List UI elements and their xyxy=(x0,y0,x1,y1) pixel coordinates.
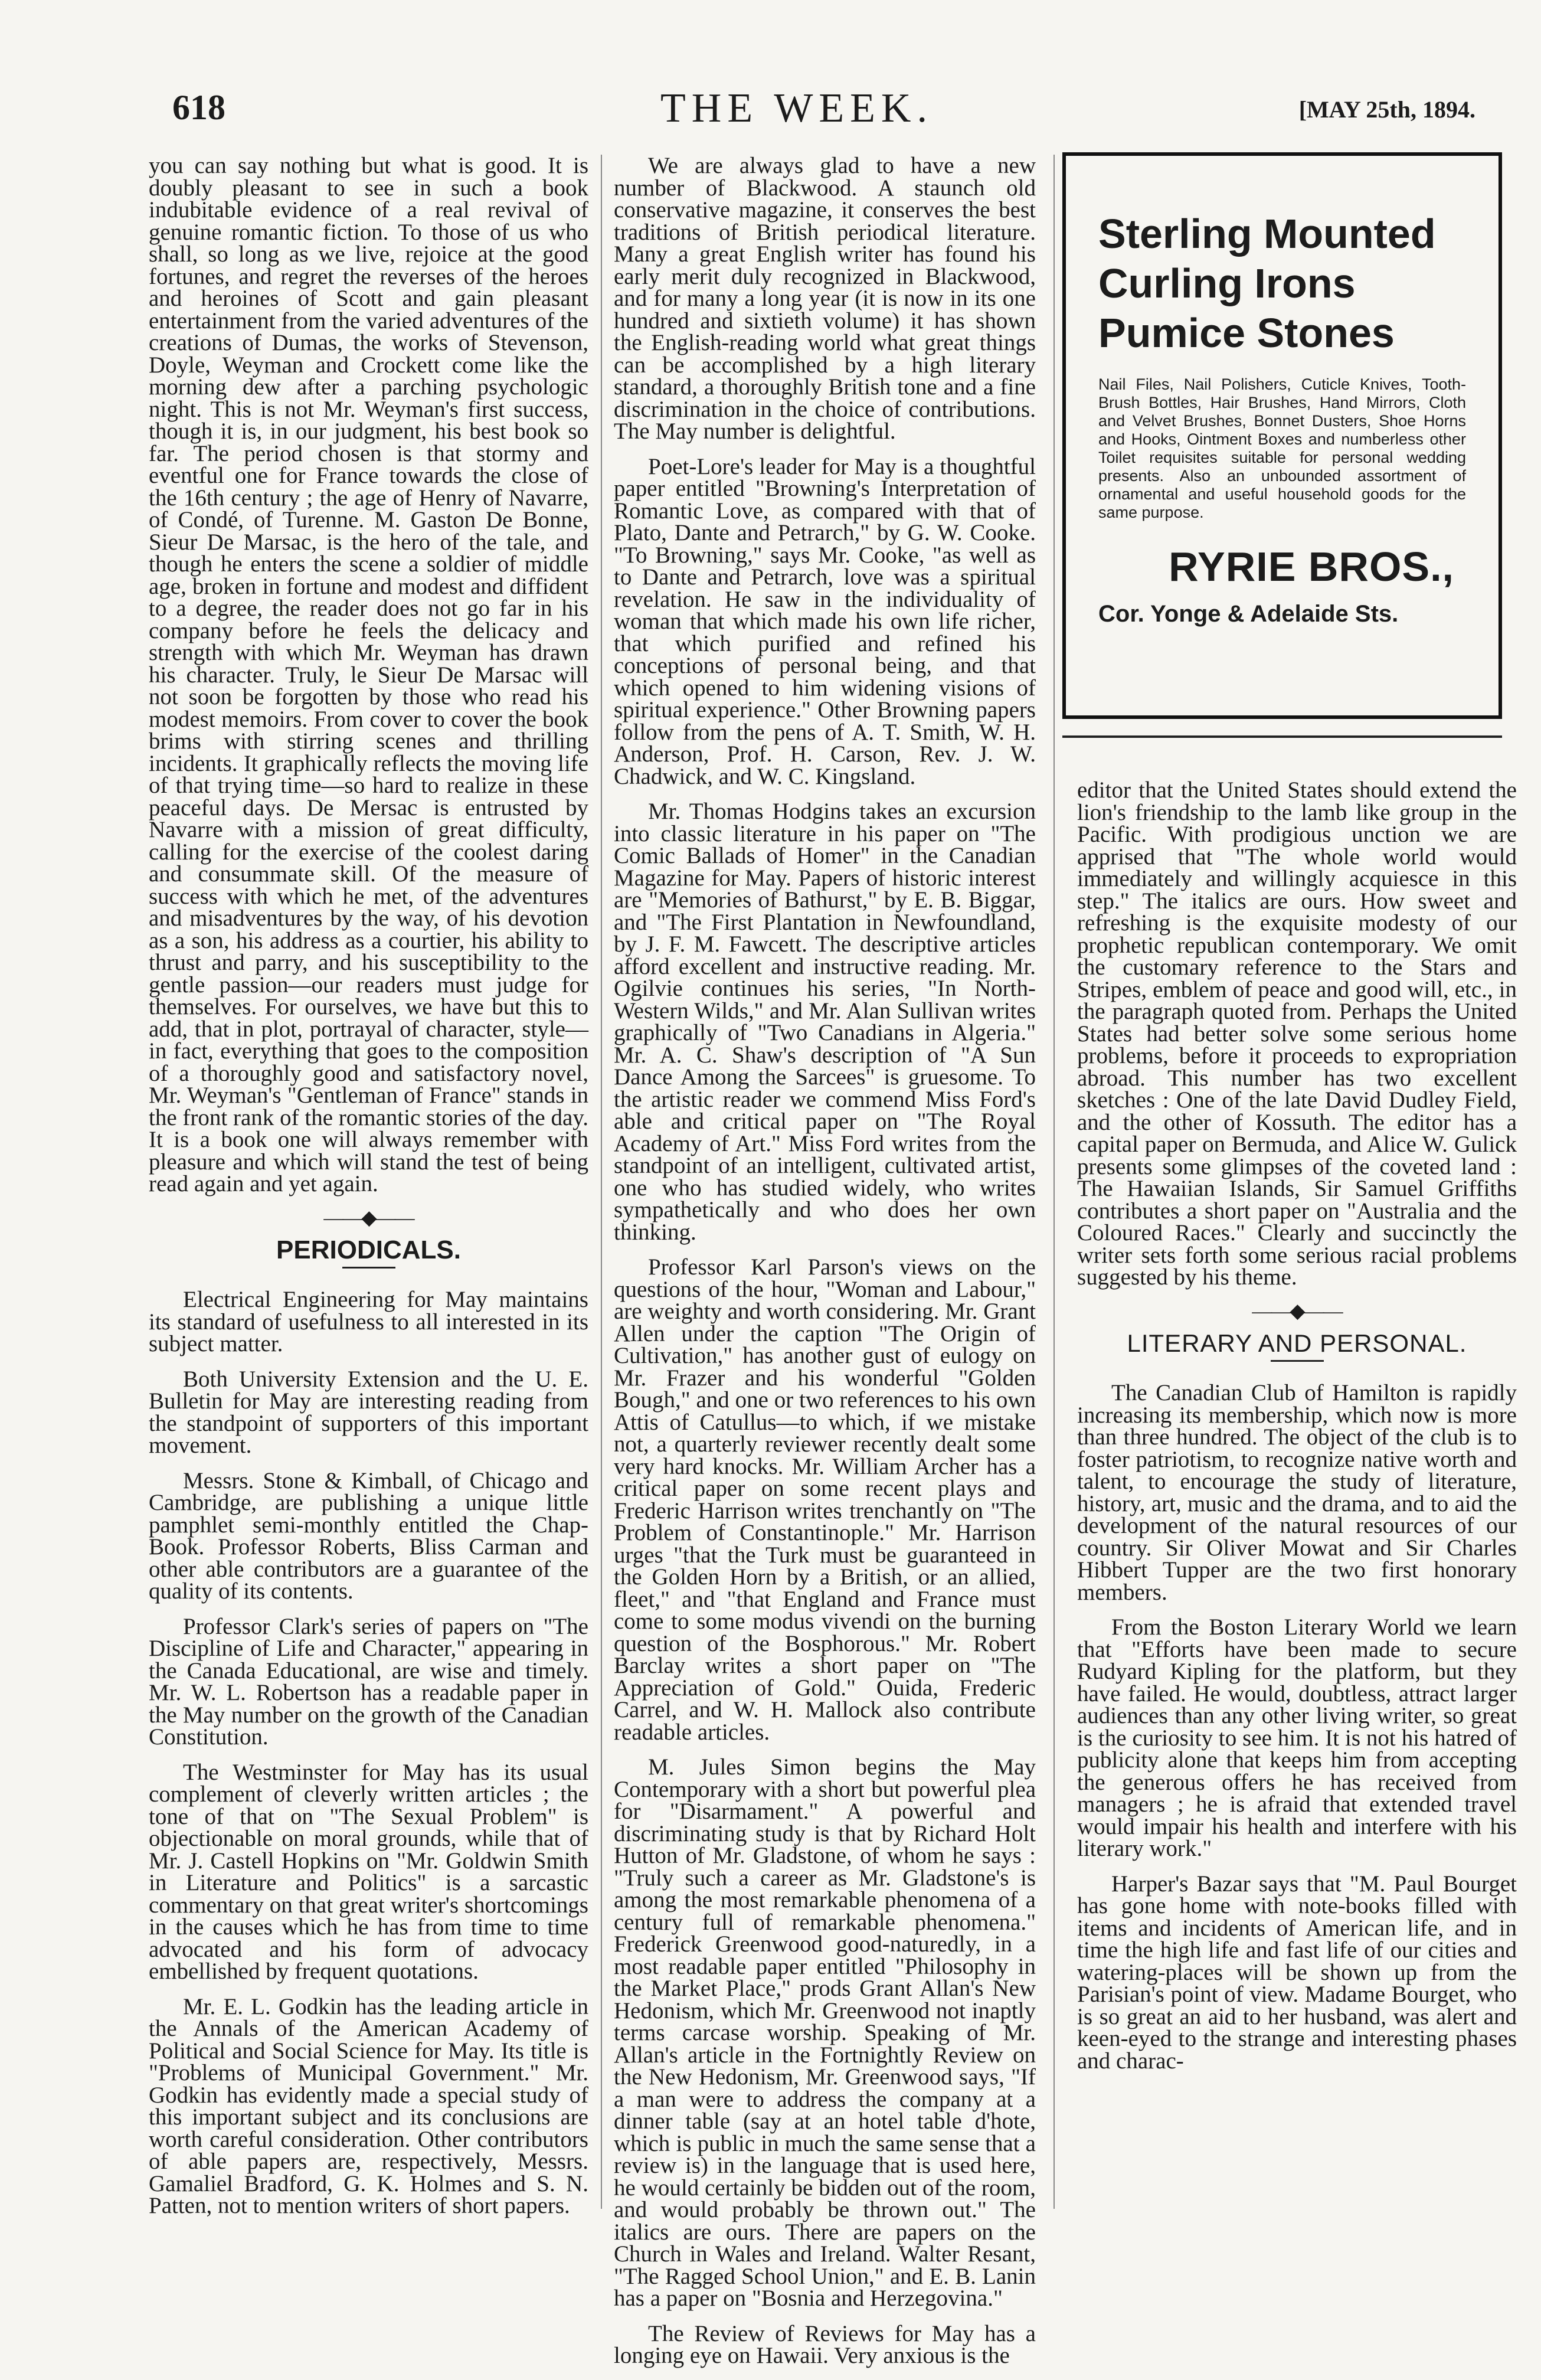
ad-headline: Pumice Stones xyxy=(1098,310,1395,356)
ad-headline: Curling Irons xyxy=(1098,260,1356,306)
page-number: 618 xyxy=(172,88,225,127)
ad-bottom-rule xyxy=(1062,735,1502,738)
article-paragraph: you can say nothing but what is good. It is doubly pleasant to see in such a book indubitable evidence of a real revival of genuine romantic fiction. To those of us who shall, so long as we live, rejoice at the good fortunes, and regret the reverses of the heroes and heroines of Scott and gain pleasant entertainment from the varied adventures of the creations of Dumas, the works of Stevenson, Doyle, Weyman and Crockett come like the morning dew after a parching psychologic night. This is not Mr. Weyman's first success, though it is, in our judgment, his best book so far. The period chosen is that stormy and eventful one for France towards the close of the 16th century ; the age of Henry of Navarre, of Condé, of Turenne. M. Gaston De Bonne, Sieur De Marsac, is the hero of the tale, and though he enters the scene a soldier of middle age, broken in fortune and modest and diffident to a degree, the reader does not go far in his company before he feels the delicacy and strength with which Mr. Weyman has drawn his character. Truly, le Sieur De Marsac will not soon be forgotten by those who read his modest memoirs. From cover to cover the book brims with stirring scenes and thrilling incidents. It graphically reflects the moving life of that trying time—so hard to realize in these peaceful days. De Mersac is entrusted by Navarre with a mission of great difficulty, calling for the exercise of the coolest daring and consummate skill. Of the measure of success with which he met, of the adventures and misadventures by the way, of his devotion as a son, his address as a courtier, his ability to thrust and parry, and his susceptibility to the gentle passion—our readers must judge for themselves. For ourselves, we have but this to add, that in plot, portrayal of character, style—in fact, everything that goes to the composition of a thoroughly good and satisfactory novel, Mr. Weyman's "Gentleman of France" stands in the front rank of the romantic stories of the day. It is a book one will always remember with pleasure and which will stand the test of being read again and yet again. xyxy=(149,153,588,1196)
section-title-periodicals: PERIODICALS. xyxy=(276,1235,461,1264)
ad-firm-name: RYRIE BROS., xyxy=(1169,544,1454,590)
article-paragraph: Mr. E. L. Godkin has the leading article in the Annals of the American Academy of Political and Social Science for May. Its title is "Problems of Municipal Government." Mr. Godkin has evidently made a special study of this important subject and its conclusions are worth careful consideration. Other contributors of able papers are, respectively, Messrs. Gamaliel Bradford, G. K. Holmes and S. N. Patten, not to mention writers of short papers. xyxy=(149,1993,588,2218)
ad-body-text: Nail Files, Nail Polishers, Cuticle Knives, Tooth-Brush Bottles, Hair Brushes, Hand Mirrors, Cloth and Velvet Brushes, Bonnet Dusters, Shoe Horns and Hooks, Ointment Boxes and numberless other Toilet requisites suitable for personal wedding presents. Also an unbounded assortment of ornamental and useful household goods for the same purpose. xyxy=(1098,375,1466,521)
issue-date: [MAY 25th, 1894. xyxy=(1298,96,1475,123)
column-middle xyxy=(614,155,1036,2380)
ornamental-rule: ——◆—— xyxy=(323,1207,414,1229)
ornamental-rule: ——◆—— xyxy=(1252,1300,1342,1322)
article-paragraph: M. Jules Simon begins the May Contemporary with a short but powerful plea for "Disarmament." A powerful and discriminating study is that by Richard Holt Hutton of Mr. Gladstone, of whom he says : "Truly such a career as Mr. Gladstone's is among the most remarkable phenomena of a century full of remarkable phenomena." Frederick Greenwood good-naturedly, in a most readable paper entitled "Philosophy in the Market Place," prods Grant Allan's New Hedonism, which Mr. Greenwood not inaptly terms carcase worship. Speaking of Mr. Allan's article in the Fortnightly Review on the New Hedonism, Mr. Greenwood says, "If a man were to address the company at a dinner table (say at an hotel table d'hote, which is public in much the same sense that a review is) in the language that is used here, he would certainly be bidden out of the room, and would probably be thrown out." The italics are ours. There are papers on the Church in Wales and Ireland. Walter Resant, "The Ragged School Union," and E. B. Lanin has a paper on "Bosnia and Herzegovina." xyxy=(614,1754,1036,2311)
short-divider xyxy=(342,1267,395,1269)
article-paragraph: The Review of Reviews for May has a longing eye on Hawaii. Very anxious is the xyxy=(614,2320,1036,2368)
article-paragraph: The Westminster for May has its usual complement of cleverly written articles ; the tone of that on "The Sexual Problem" is objectionable on moral grounds, while that of Mr. J. Castell Hopkins on "Mr. Goldwin Smith in Literature and Politics" is a sarcastic commentary on that great writer's shortcomings in the causes which he has from time to time advocated and his form of advocacy embellished by frequent quotations. xyxy=(149,1759,588,1984)
literary-heading-block xyxy=(1077,1302,1517,1362)
masthead-title: THE WEEK. xyxy=(660,86,933,131)
article-paragraph: Professor Karl Parson's views on the questions of the hour, "Woman and Labour," are weighty and worth considering. Mr. Grant Allen under the caption "The Origin of Cultivation," has another gust of eulogy on Mr. Frazer and his wonderful "Golden Bough," and one or two references to his own Attis of Catullus—to which, if we mistake not, a quarterly reviewer recently dealt some very hard knocks. Mr. William Archer has a critical paper on some recent plays and Frederic Harrison writes trenchantly on "The Problem of Constantinople." Mr. Harrison urges "that the Turk must be guaranteed in the Golden Horn by a British, or an allied, fleet," and "that England and France must come to some modus vivendi on the burning question of the Bosphorous." Mr. Robert Barclay writes a short paper on "The Appreciation of Gold." Ouida, Frederic Carrel, and W. H. Mallock also contribute readable articles. xyxy=(614,1254,1036,1745)
article-paragraph: Both University Extension and the U. E. Bulletin for May are interesting reading from the standpoint of supporters of this important movement. xyxy=(149,1366,588,1458)
article-paragraph: The Canadian Club of Hamilton is rapidly increasing its membership, which now is more than three hundred. The object of the club is to foster patriotism, to recognize native worth and talent, to encourage the study of literature, history, art, music and the drama, and to aid the development of the natural resources of our country. Sir Oliver Mowat and Sir Charles Hibbert Tupper are the two first honorary members. xyxy=(1077,1380,1517,1605)
column-divider xyxy=(1053,155,1055,2209)
article-paragraph: Electrical Engineering for May maintains its standard of usefulness to all interested in its subject matter. xyxy=(149,1287,588,1356)
article-paragraph: Poet-Lore's leader for May is a thoughtful paper entitled "Browning's Interpretation of Romantic Love, as compared with that of Plato, Dante and Petrarch," by G. W. Cooke. "To Browning," says Mr. Cooke, "as well as to Dante and Petrarch, love was a spiritual revelation. He saw in the individuality of woman that which made his own life richer, that which purified and refined his conceptions of personal being, and that which opened to him widening visions of spiritual experience." Other Browning papers follow from the pens of A. T. Smith, W. H. Anderson, Prof. H. Carson, Rev. J. W. Chadwick, and W. C. Kingsland. xyxy=(614,453,1036,789)
short-divider xyxy=(1271,1360,1324,1362)
article-paragraph: editor that the United States should extend the lion's friendship to the lamb like group in the Pacific. With prodigious unction we are apprised that "The whole world would immediately and willingly acquiesce in this step." The italics are ours. How sweet and refreshing is the exquisite modesty of our prophetic republican contemporary. We omit the customary reference to the Stars and Stripes, emblem of peace and good will, etc., in the paragraph quoted from. Perhaps the United States had better solve some serious home problems, before it proceeds to expropriation abroad. This number has two excellent sketches : One of the late David Dudley Field, and the other of Kossuth. The editor has a capital paper on Bermuda, and Alice W. Gulick presents some glimpses of the coveted land : The Hawaiian Islands, Sir Samuel Griffiths contributes a short paper on "Australia and the Coloured Races." Clearly and succinctly the writer sets forth some serious racial problems suggested by his theme. xyxy=(1077,777,1517,1290)
column-right xyxy=(1077,779,1517,2085)
page-header xyxy=(118,83,1475,136)
article-paragraph: Messrs. Stone & Kimball, of Chicago and Cambridge, are publishing a unique little pamphlet semi-monthly entitled the Chap-Book. Professor Roberts, Bliss Carman and other able contributors are a guarantee of the quality of its contents. xyxy=(149,1467,588,1604)
advertisement-box xyxy=(1062,152,1502,719)
periodicals-heading-block xyxy=(149,1208,588,1269)
article-paragraph: We are always glad to have a new number of Blackwood. A staunch old conservative magazine, it conserves the best traditions of British periodical literature. Many a great English writer has found his early merit duly recognized in Blackwood, and for many a long year (it is now in its one hundred and sixtieth volume) it has shown the English-reading world what great things can be accomplished by a high literary standard, a thoroughly British tone and a fine discrimination in the choice of contributions. The May number is delightful. xyxy=(614,153,1036,444)
article-paragraph: Mr. Thomas Hodgins takes an excursion into classic literature in his paper on "The Comic Ballads of Homer" in the Canadian Magazine for May. Papers of historic interest are "Memories of Bathurst," by E. B. Biggar, and "The First Plantation in Newfoundland, by J. F. M. Fawcett. The descriptive articles afford excellent and instructive reading. Mr. Ogilvie continues his series, "In North-Western Wilds," and Mr. Alan Sullivan writes graphically of "Two Canadians in Algeria." Mr. A. C. Shaw's description of "A Sun Dance Among the Sarcees" is gruesome. To the artistic reader we commend Miss Ford's able and critical paper on "The Royal Academy of Art." Miss Ford writes from the standpoint of an intelligent, cultivated artist, one who has studied widely, who writes sympathetically and who does her own thinking. xyxy=(614,799,1036,1245)
article-paragraph: From the Boston Literary World we learn that "Efforts have been made to secure Rudyard Kipling for the platform, but they have failed. He would, doubtless, attract larger audiences than any other living writer, so great is the curiosity to see him. It is not his hatred of publicity alone that keeps him from accepting the generous offers he has received from managers ; he is afraid that extended travel would impair his health and interfere with his literary work." xyxy=(1077,1614,1517,1861)
section-title-literary: LITERARY AND PERSONAL. xyxy=(1127,1329,1467,1357)
column-left xyxy=(149,155,588,2230)
article-paragraph: Harper's Bazar says that "M. Paul Bourget has gone home with note-books filled with items and incidents of American life, and in time the high life and fast life of our cities and watering-places will be shown up from the Parisian's point of view. Madame Bourget, who is so great an aid to her husband, was alert and keen-eyed to the strange and interesting phases and charac- xyxy=(1077,1871,1517,2074)
ad-address: Cor. Yonge & Adelaide Sts. xyxy=(1098,601,1399,627)
ad-headline: Sterling Mounted xyxy=(1098,211,1436,257)
article-paragraph: Professor Clark's series of papers on "The Discipline of Life and Character," appearing in the Canada Educational, are wise and timely. Mr. W. L. Robertson has a readable paper in the May number on the growth of the Canadian Constitution. xyxy=(149,1613,588,1750)
column-divider xyxy=(601,155,602,2209)
